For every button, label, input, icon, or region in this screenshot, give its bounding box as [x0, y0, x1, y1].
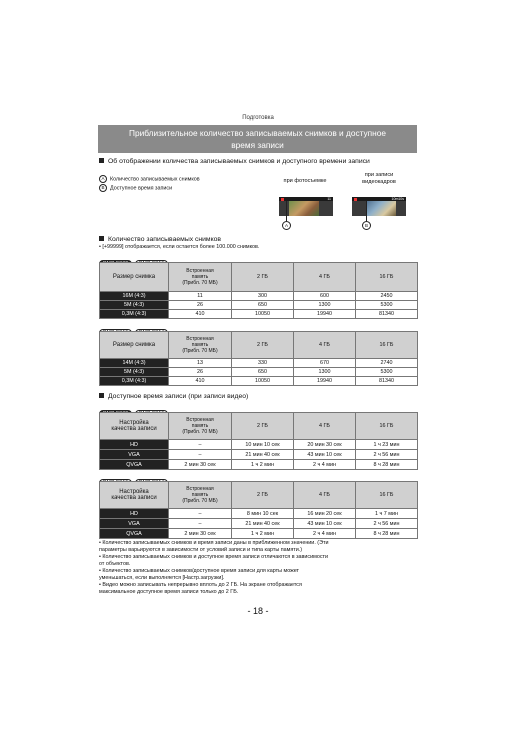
table-row: VGA – 21 мин 40 сек 43 мин 10 сек 2 ч 56 мин: [100, 450, 418, 460]
header-2gb: 2 ГБ: [232, 482, 294, 509]
table-row: QVGA 2 мин 30 сек 1 ч 2 мин 2 ч 4 мин 8 ч 28 мин: [100, 460, 418, 470]
table-row: 14M (4:3) 13 330 670 2740: [100, 359, 418, 368]
header-memory: Встроенная память (Прибл. 70 МБ): [169, 413, 232, 440]
list-item: максимальное доступное время записи только до 2 ГБ.: [99, 589, 239, 595]
header-memory: Встроенная память (Прибл. 70 МБ): [169, 482, 232, 509]
header-4gb: 4 ГБ: [294, 413, 356, 440]
page-title: [98, 125, 417, 153]
header-2gb: 2 ГБ: [232, 332, 294, 359]
caption-photo: при фотосъемке: [283, 178, 327, 184]
section-label: Подготовка: [242, 115, 274, 121]
table-row: 0,3M (4:3) 410 10050 19940 81340: [100, 377, 418, 386]
table-row: VGA – 21 мин 40 сек 43 мин 10 сек 2 ч 56 мин: [100, 519, 418, 529]
pics-note: • [+99999] отображается, если остается более 100.000 снимков.: [99, 244, 260, 250]
list-item: • Количество записываемых снимков и доступное время записи отличаются в зависимости: [99, 554, 329, 560]
page-title-line1: Приблизительное количество записываемых снимков и доступное: [129, 128, 386, 138]
notes-list: [99, 540, 419, 596]
marker-a-icon: A: [99, 175, 107, 183]
header-2gb: 2 ГБ: [232, 263, 294, 292]
display-heading: Об отображении количества записываемых снимков и доступного времени записи: [99, 158, 370, 165]
marker-a-icon: A: [282, 221, 291, 230]
video-heading: Доступное время записи (при записи видео): [99, 393, 248, 400]
table-row: HD – 8 мин 10 сек 16 мин 20 сек 1 ч 7 мин: [100, 509, 418, 519]
header-quality: Настройка качества записи: [100, 482, 169, 509]
list-item: • Видео можно записывать непрерывно вплоть до 2 ГБ. На экране отображается: [99, 582, 302, 588]
header-4gb: 4 ГБ: [294, 482, 356, 509]
marker-b-icon: B: [99, 184, 107, 192]
legend-b-text: Доступное время записи: [110, 185, 173, 192]
marker-b-icon: B: [362, 221, 371, 230]
pics-heading: Количество записываемых снимков: [99, 236, 221, 243]
square-bullet-icon: [99, 236, 104, 241]
caption-video: при записи видеокадров: [362, 172, 396, 185]
header-4gb: 4 ГБ: [294, 263, 356, 292]
table-row: 0,3M (4:3) 410 10050 19940 81340: [100, 310, 418, 319]
photo-screen-thumbnail: 11: [279, 197, 333, 216]
model-tags: [99, 252, 171, 260]
header-memory: Встроенная память (Прибл. 70 МБ): [169, 332, 232, 359]
square-bullet-icon: [99, 393, 104, 398]
header-16gb: 16 ГБ: [356, 332, 418, 359]
header-16gb: 16 ГБ: [356, 482, 418, 509]
legend: [99, 175, 200, 194]
list-item: параметры варьируются в зависимости от условий записи и типа карты памяти.): [99, 547, 303, 553]
page-number: - 18 -: [247, 606, 269, 616]
header-size: Размер снимка: [100, 263, 169, 292]
header-2gb: 2 ГБ: [232, 413, 294, 440]
header-quality: Настройка качества записи: [100, 413, 169, 440]
list-item: уменьшаться, если выполняется [Настр.загрузки].: [99, 575, 225, 581]
video-screen-thumbnail: 10m10s: [352, 197, 406, 216]
model-tags: [99, 402, 171, 410]
header-16gb: 16 ГБ: [356, 263, 418, 292]
page-title-line2: время записи: [231, 140, 284, 150]
video-table-fs16-fs14: [99, 481, 418, 539]
table-row: HD – 10 мин 10 сек 20 мин 30 сек 1 ч 23 мин: [100, 440, 418, 450]
pictures-table-fs16-fs14: [99, 331, 418, 386]
model-tags: [99, 471, 171, 479]
header-memory: Встроенная память (Прибл. 70 МБ): [169, 263, 232, 292]
square-bullet-icon: [99, 158, 104, 163]
table-row: 5M (4:3) 26 650 1300 5300: [100, 301, 418, 310]
model-tags: [99, 321, 171, 329]
header-16gb: 16 ГБ: [356, 413, 418, 440]
video-table-fs32-fs16: [99, 412, 418, 470]
list-item: от объектов.: [99, 561, 131, 567]
legend-a-text: Количество записываемых снимков: [110, 176, 200, 183]
table-row: 5M (4:3) 26 650 1300 5300: [100, 368, 418, 377]
table-row: 16M (4:3) 11 300 600 2450: [100, 292, 418, 301]
list-item: • Количество записываемых снимков и время записи даны в приближенном значении. (Эти: [99, 540, 329, 546]
table-row: QVGA 2 мин 30 сек 1 ч 2 мин 2 ч 4 мин 8 ч 28 мин: [100, 529, 418, 539]
header-4gb: 4 ГБ: [294, 332, 356, 359]
header-size: Размер снимка: [100, 332, 169, 359]
list-item: • Количество записываемых снимков/доступное время записи для карты может: [99, 568, 300, 574]
pictures-table-fs32-fs16: [99, 262, 418, 319]
